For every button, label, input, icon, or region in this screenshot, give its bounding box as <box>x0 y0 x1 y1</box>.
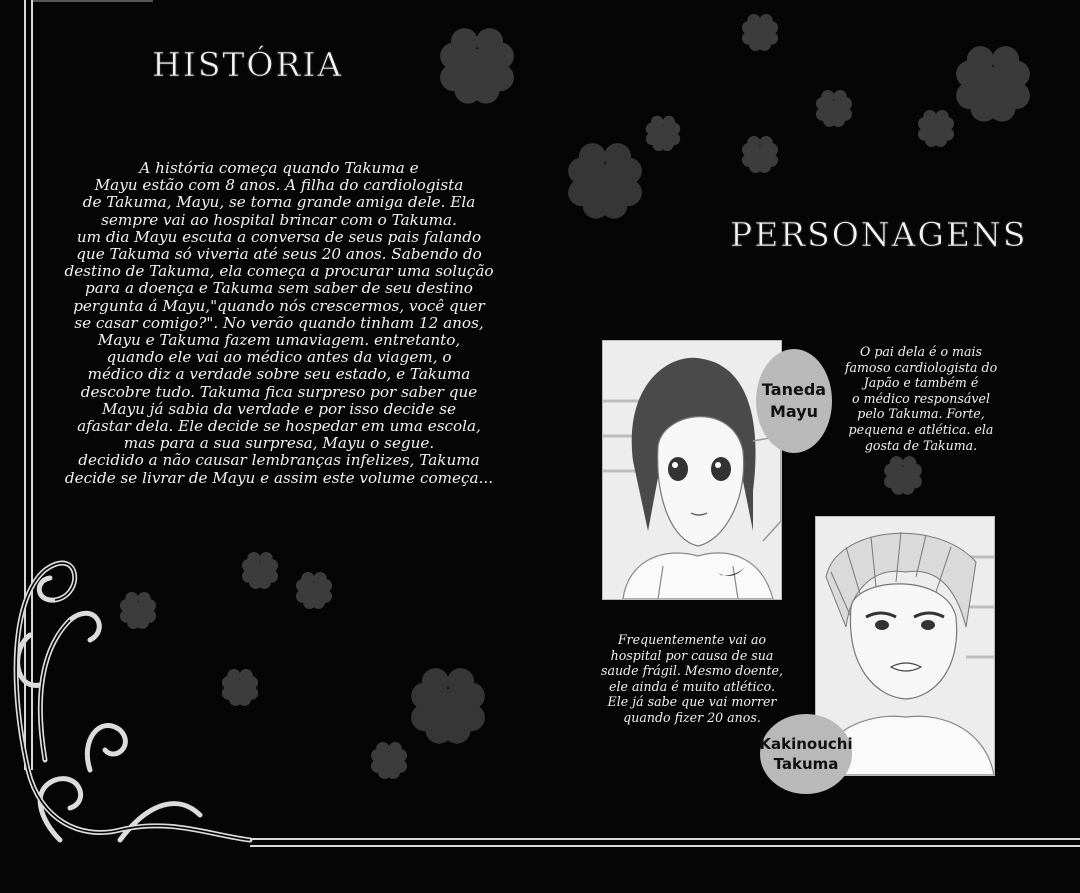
story-line: pergunta á Mayu,"quando nós crescermos, você quer <box>73 296 485 315</box>
desc-line: O pai dela é o mais <box>860 344 982 359</box>
frame-line-bottom-inner <box>250 845 1080 847</box>
story-line: médico diz a verdade sobre seu estado, e Takuma <box>87 365 471 384</box>
takuma-name-first: Kakinouchi <box>759 735 853 753</box>
desc-line: ele ainda é muito atlético. <box>609 678 775 694</box>
desc-line: pequena e atlética. ela <box>848 421 994 437</box>
desc-line: o médico responsável <box>852 390 990 406</box>
desc-line: gosta de Takuma. <box>864 437 978 453</box>
story-line: que Takuma só viveria até seus 20 anos. Sabendo do <box>76 245 482 264</box>
mayu-name-bubble <box>756 349 832 453</box>
personagens-title: PERSONAGENS <box>730 215 1028 254</box>
clover-icon <box>238 548 282 592</box>
story-text <box>40 160 518 487</box>
story-line: Mayu e Takuma fazem umaviagem. entretanto, <box>97 331 461 350</box>
story-line: decide se livrar de Mayu e assim este volume começa... <box>64 468 494 487</box>
clover-icon <box>914 106 958 150</box>
takuma-description <box>596 632 788 726</box>
desc-line: pelo Takuma. Forte, <box>857 406 985 422</box>
story-line: A história começa quando Takuma e <box>139 159 419 177</box>
clover-icon <box>403 660 493 750</box>
story-line: mas para a sua surpresa, Mayu o segue. <box>123 434 435 453</box>
desc-line: famoso cardiologista do <box>844 359 998 375</box>
frame-line-bottom-outer <box>250 838 1080 840</box>
desc-line: Japão e também é <box>863 375 979 391</box>
clover-icon <box>218 665 262 709</box>
clover-icon <box>116 588 160 632</box>
mayu-name-last: Mayu <box>769 402 819 421</box>
clover-icon <box>432 20 522 110</box>
desc-line: Frequentemente vai ao <box>617 632 767 647</box>
desc-line: quando fizer 20 anos. <box>623 709 761 725</box>
clover-icon <box>738 10 782 54</box>
takuma-name-bubble <box>760 714 852 794</box>
story-line: Mayu já sabia da verdade e por isso decide se <box>101 399 457 418</box>
story-line: se casar comigo?". No verão quando tinham 12 anos, <box>74 313 484 332</box>
mayu-name-first: Taneda <box>761 380 827 399</box>
clover-icon <box>642 112 684 154</box>
desc-line: Ele já sabe que vai morrer <box>607 694 777 710</box>
clover-icon <box>948 38 1038 128</box>
story-line: destino de Takuma, ela começa a procurar uma solução <box>64 262 494 281</box>
story-line: quando ele vai ao médico antes da viagem, o <box>106 348 452 367</box>
story-line: decidido a não causar lembranças infelizes, Takuma <box>78 451 480 470</box>
clover-icon <box>367 738 411 782</box>
clover-icon <box>880 452 926 498</box>
story-line: Mayu estão com 8 anos. A filha do cardiologista <box>94 176 464 195</box>
historia-title: HISTÓRIA <box>152 45 344 84</box>
mayu-portrait <box>602 340 782 600</box>
clover-icon <box>812 86 856 130</box>
desc-line: hospital por causa de sua <box>610 647 774 663</box>
frame-top-tick <box>33 0 153 2</box>
story-line: de Takuma, Mayu, se torna grande amiga dele. Ela <box>82 193 476 212</box>
takuma-name-last: Takuma <box>773 755 839 773</box>
clover-icon <box>560 135 650 225</box>
story-line: um dia Mayu escuta a conversa de seus pais falando <box>76 227 482 246</box>
story-line: para a doença e Takuma sem saber de seu destino <box>85 279 473 298</box>
mayu-description <box>838 344 1004 453</box>
story-line: sempre vai ao hospital brincar com o Takuma. <box>101 210 457 229</box>
clover-icon <box>292 568 336 612</box>
story-line: descobre tudo. Takuma fica surpreso por saber que <box>80 382 478 401</box>
story-line: afastar dela. Ele decide se hospedar em uma escola, <box>77 417 481 436</box>
clover-icon <box>738 132 782 176</box>
desc-line: saude frágil. Mesmo doente, <box>601 663 783 679</box>
